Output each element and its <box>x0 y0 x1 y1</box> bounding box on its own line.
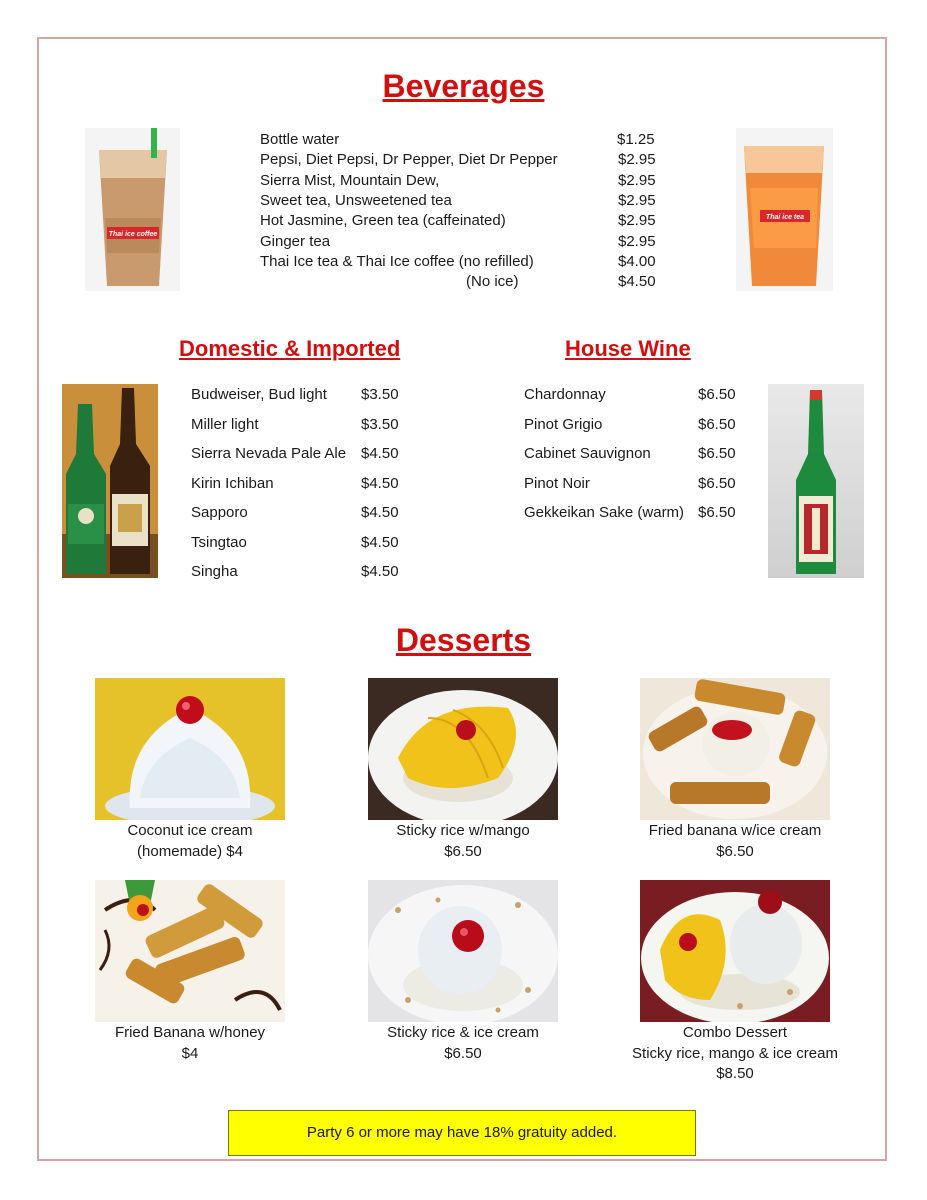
beverages-title: Beverages <box>382 68 545 104</box>
thai-ice-coffee-label: Thai ice coffee <box>108 231 158 238</box>
sticky-rice-mango-photo <box>368 678 558 820</box>
thai-ice-tea-photo <box>736 128 833 291</box>
combo-dessert-photo <box>640 880 830 1022</box>
gratuity-note: Party 6 or more may have 18% gratuity added. <box>228 1110 696 1156</box>
beer-bottles-photo <box>62 384 158 578</box>
dessert-caption: Fried Banana w/honey $4 <box>114 1024 266 1062</box>
dessert-caption: Combo Dessert Sticky rice, mango & ice cream $8.50 <box>632 1024 838 1082</box>
wine-section-title: House Wine <box>565 336 691 361</box>
desserts-title: Desserts <box>395 622 532 658</box>
beer-section-title: Domestic & Imported <box>179 336 401 361</box>
dessert-caption: Sticky rice w/mango $6.50 <box>396 822 530 860</box>
dessert-caption: Coconut ice cream (homemade) $4 <box>127 822 253 860</box>
dessert-caption: Fried banana w/ice cream $6.50 <box>648 822 822 860</box>
sticky-rice-ice-cream-photo <box>368 880 558 1022</box>
coconut-ice-cream-photo <box>95 678 285 820</box>
dessert-caption: Sticky rice & ice cream $6.50 <box>387 1024 539 1062</box>
thai-ice-coffee-photo <box>85 128 180 291</box>
fried-banana-ice-cream-photo <box>640 678 830 820</box>
fried-banana-honey-photo <box>95 880 285 1022</box>
thai-ice-tea-label: Thai ice tea <box>765 214 805 221</box>
sake-bottle-photo <box>768 384 864 578</box>
